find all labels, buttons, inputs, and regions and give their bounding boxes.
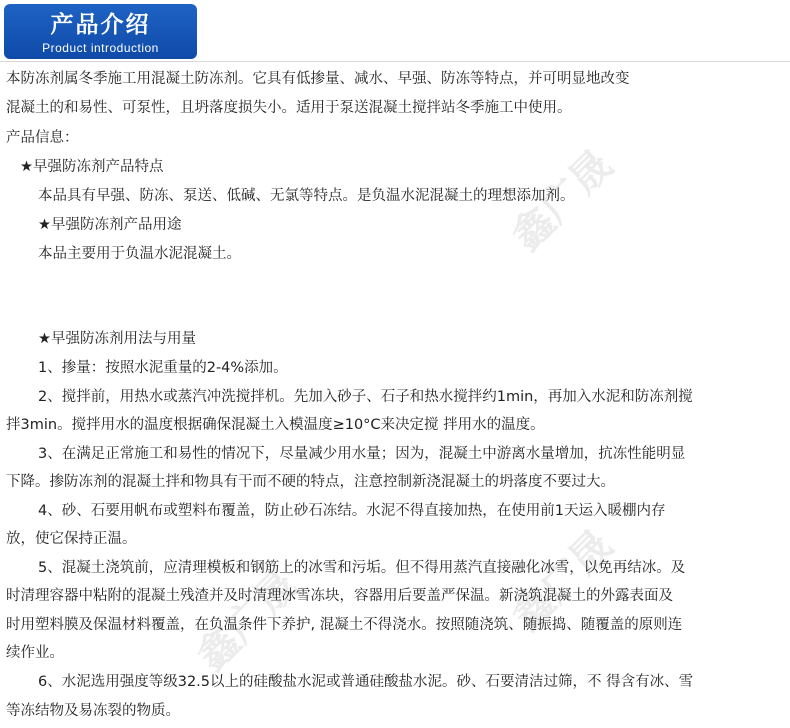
product-info-label: 产品信息： bbox=[6, 130, 79, 146]
section-subtitle: Product introduction bbox=[42, 41, 159, 55]
usage-step-2-line: 拌3min。搅拌用水的温度根据确保混凝土入模温度≥10°C来决定搅 拌用水的温度。 bbox=[6, 417, 545, 433]
header-divider bbox=[0, 61, 790, 62]
usage-step-5-line: 续作业。 bbox=[6, 645, 64, 661]
usage-step-4-line: 4、砂、石要用帆布或塑料布覆盖，防止砂石冻结。水泥不得直接加热，在使用前1天运入暖棚内存 bbox=[38, 503, 666, 519]
watermark-logo: 鑫广晟 bbox=[503, 522, 622, 640]
usage-heading: ★早强防冻剂用法与用量 bbox=[38, 331, 196, 347]
usage-step-3-line: 下降。掺防冻剂的混凝土拌和物具有干而不硬的特点，注意控制新浇混凝土的坍落度不要过大。 bbox=[6, 474, 615, 490]
usage-step-6-line: 6、水泥选用强度等级32.5以上的硅酸盐水泥或普通硅酸盐水泥。砂、石要清洁过筛，不 得含有冰、雪 bbox=[38, 674, 694, 690]
watermark-logo: 鑫广晟 bbox=[188, 562, 307, 680]
uses-heading: ★早强防冻剂产品用途 bbox=[38, 217, 182, 233]
uses-text: 本品主要用于负温水泥混凝土。 bbox=[38, 246, 241, 262]
watermark-logo: 鑫广晟 bbox=[503, 142, 622, 260]
usage-step-1: 1、掺量：按照水泥重量的2-4%添加。 bbox=[38, 360, 288, 376]
section-title: 产品介绍 bbox=[50, 12, 151, 38]
usage-step-3-line: 3、在满足正常施工和易性的情况下，尽量减少用水量；因为，混凝土中游离水量增加，抗冻性能明显 bbox=[38, 446, 686, 462]
usage-step-5-line: 时用塑料膜及保温材料覆盖，在负温条件下养护, 混凝土不得浇水。按照随浇筑、随振捣、随覆盖的原则连 bbox=[6, 617, 683, 633]
section-header-badge bbox=[4, 4, 197, 59]
usage-step-4-line: 放，使它保持正温。 bbox=[6, 531, 137, 547]
usage-step-2-line: 2、搅拌前，用热水或蒸汽冲洗搅拌机。先加入砂子、石子和热水搅拌约1min，再加入水泥和防冻剂搅 bbox=[38, 389, 693, 405]
usage-step-5-line: 5、混凝土浇筑前，应清理模板和钢筋上的冰雪和污垢。但不得用蒸汽直接融化冰雪，以免再结冰。及 bbox=[38, 560, 686, 576]
intro-paragraph-line: 本防冻剂属冬季施工用混凝土防冻剂。它具有低掺量、减水、早强、防冻等特点，并可明显地改变 bbox=[6, 71, 630, 87]
intro-paragraph-line: 混凝土的和易性、可泵性，且坍落度损失小。适用于泵送混凝土搅拌站冬季施工中使用。 bbox=[6, 100, 572, 116]
features-text: 本品具有早强、防冻、泵送、低碱、无氯等特点。是负温水泥混凝土的理想添加剂。 bbox=[38, 188, 575, 204]
usage-step-6-line: 等冻结物及易冻裂的物质。 bbox=[6, 703, 180, 719]
features-heading: ★早强防冻剂产品特点 bbox=[20, 159, 164, 175]
usage-step-5-line: 时清理容器中粘附的混凝土残渣并及时清理冰雪冻块，容器用后要盖严保温。新浇筑混凝土的外露表面及 bbox=[6, 588, 673, 604]
